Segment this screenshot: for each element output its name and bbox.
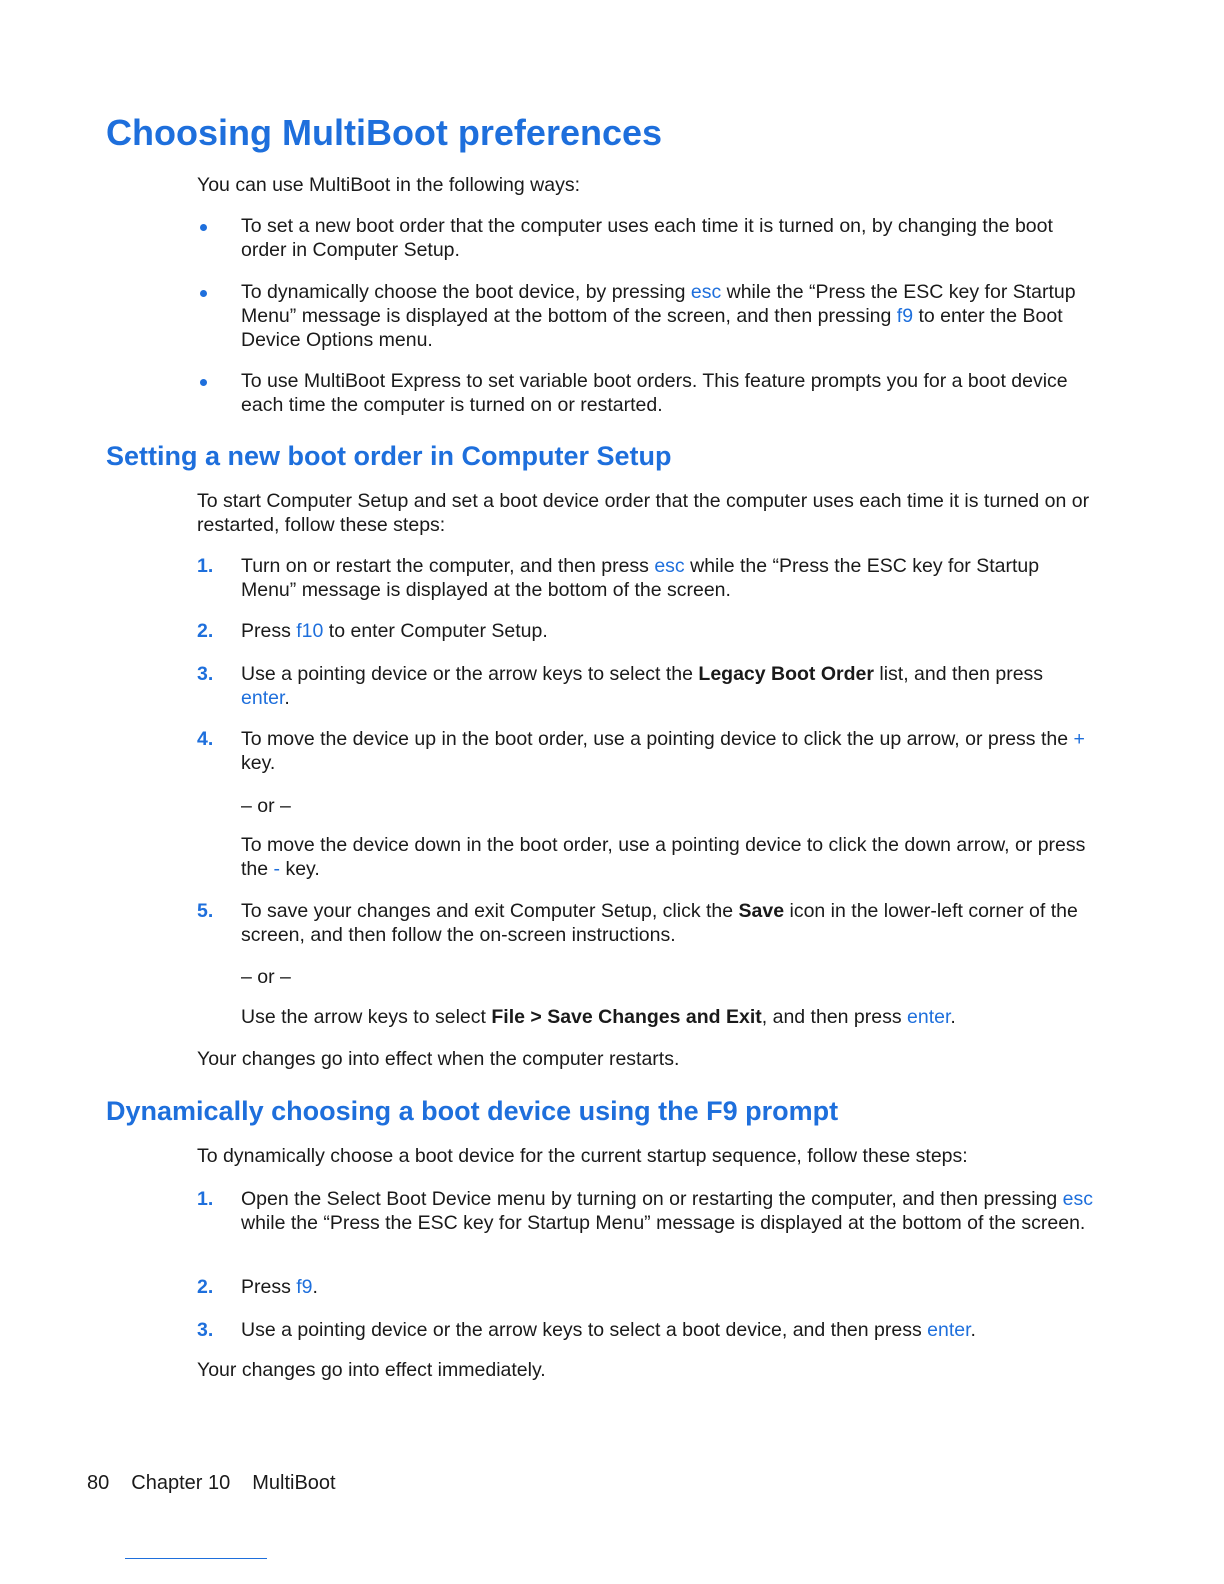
key-minus: - bbox=[273, 858, 281, 880]
or-separator: – or – bbox=[241, 795, 291, 817]
bullet-icon bbox=[200, 224, 207, 231]
alternative-text: To move the device down in the boot order, use a pointing device to click the down arrow, or press the - key. bbox=[241, 834, 1086, 880]
key-f9: f9 bbox=[896, 305, 914, 327]
or-separator: – or – bbox=[241, 966, 291, 988]
bullet-icon bbox=[200, 379, 207, 386]
key-f9: f9 bbox=[296, 1276, 313, 1298]
section1-intro: You can use MultiBoot in the following ways: bbox=[197, 174, 581, 196]
footer-divider bbox=[125, 1558, 267, 1559]
key-esc: esc bbox=[1062, 1188, 1094, 1210]
section2-intro: To start Computer Setup and set a boot device order that the computer uses each time it is turned on or restarted, follow these steps: bbox=[197, 490, 1090, 536]
alternative-text: Use the arrow keys to select File > Save Changes and Exit, and then press enter. bbox=[241, 1006, 956, 1028]
key-enter: enter bbox=[927, 1319, 971, 1341]
key-esc: esc bbox=[654, 555, 685, 577]
section3-outro: Your changes go into effect immediately. bbox=[197, 1359, 546, 1381]
chapter-title: MultiBoot bbox=[252, 1472, 336, 1494]
section2-outro: Your changes go into effect when the computer restarts. bbox=[197, 1048, 680, 1070]
key-enter: enter bbox=[907, 1006, 951, 1028]
section3-intro: To dynamically choose a boot device for the current startup sequence, follow these steps: bbox=[197, 1145, 968, 1167]
chapter-label: Chapter 10 bbox=[131, 1472, 231, 1494]
key-enter: enter bbox=[241, 687, 285, 709]
key-esc: esc bbox=[690, 281, 722, 303]
section-heading: Dynamically choosing a boot device using the F9 prompt bbox=[106, 1096, 839, 1126]
key-f10: f10 bbox=[296, 620, 324, 642]
page-title: Choosing MultiBoot preferences bbox=[106, 112, 663, 153]
bullet-icon bbox=[200, 290, 207, 297]
page-footer bbox=[87, 1472, 358, 1495]
document-page: Choosing MultiBoot preferences You can use MultiBoot in the following ways: To set a new boot order that the computer uses each time it is turned on, by changing the boot order in Computer Setup. To dynamically choose the boot device, by pressing esc while the “Press the ESC key for Startup Menu” message is displayed at the bottom of the screen, and then pressing f9 to enter the Boot Device Options menu. To use MultiBoot Express to set variable boot orders. This feature prompts you for a boot device each time the computer is turned on or restarted. Setting a new boot order in Computer Setup To start Computer Setup and set a boot device order that the computer uses each time it is turned on or restarted, follow these steps: 1. Turn on or restart the computer, and then press esc while the “Press the ESC key for Startup Menu” message is displayed at the bottom of the screen. 2. Press f10 to enter Computer Setup. 3. Use a pointing device or the arrow keys to select the Legacy Boot Order list, and then press enter. 4. To move the device up in the boot order, use a pointing device to click the up arrow, or press the + key. – or – To move the device down in the boot order, use a pointing device to click the down arrow, or press the - key. 5. To save your changes and exit Computer Setup, click the Save icon in the lower-left corner of the screen, and then follow the on-screen instructions. – or – Use the arrow keys to select File > Save Changes and Exit, and then press enter. Your changes go into effect when the computer restarts. Dynamically choosing a boot device using the F9 prompt To dynamically choose a boot device for the current startup sequence, follow these steps: 1. Open the Select Boot Device menu by turning on or restarting the computer, and then pressing esc while the “Press the ESC key for Startup Menu” message is displayed at the bottom of the screen. 2. Press f9. 3. Use a pointing device or the arrow keys to select a boot device, and then press enter. Your changes go into effect immediately. 80 Chapter 10 MultiBoot bbox=[0, 0, 1224, 1584]
page-number: 80 bbox=[87, 1472, 110, 1494]
section-heading: Setting a new boot order in Computer Setup bbox=[106, 441, 672, 471]
key-plus: + bbox=[1073, 728, 1085, 750]
